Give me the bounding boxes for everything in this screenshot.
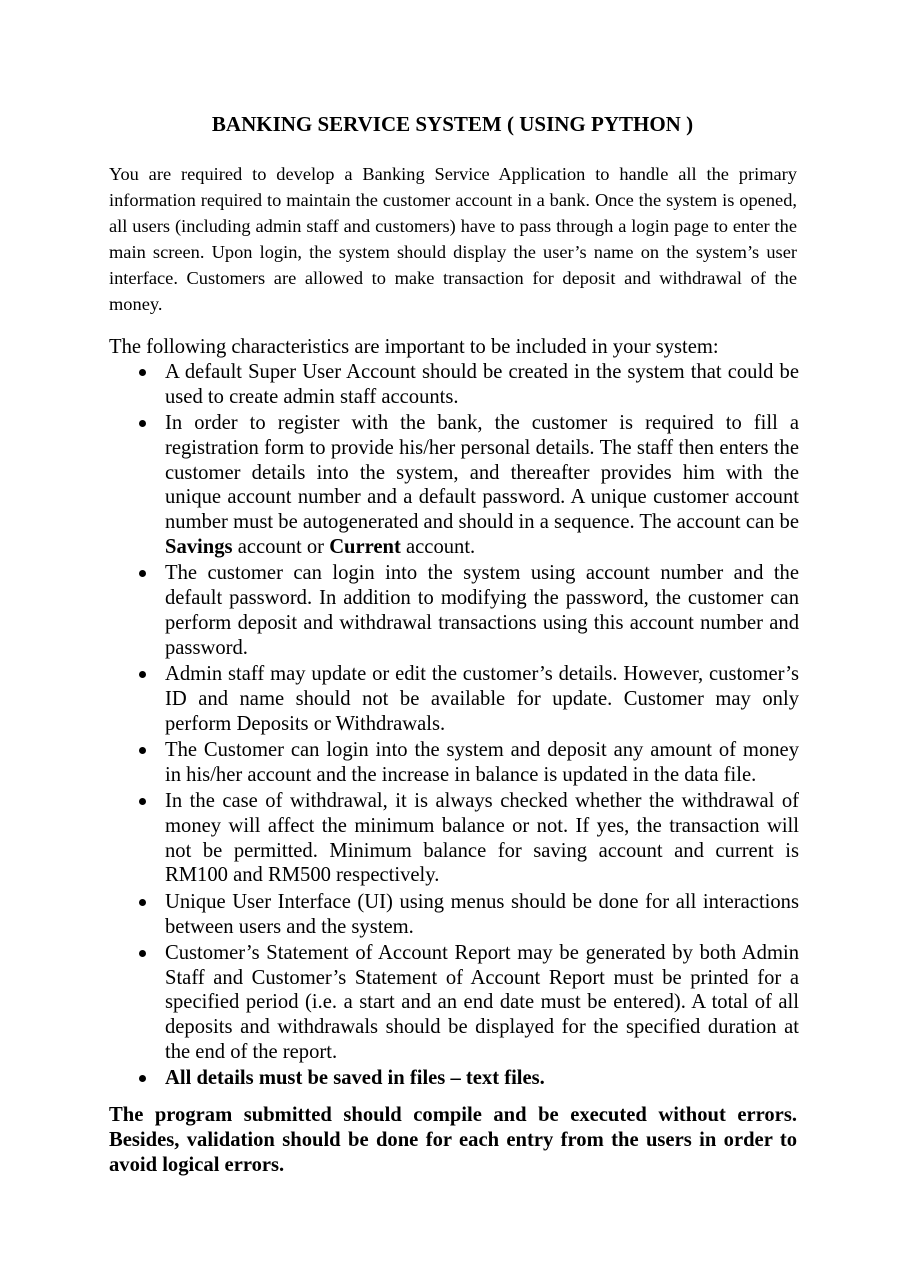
bullet-icon	[139, 420, 146, 427]
list-item	[109, 1066, 799, 1091]
list-item	[109, 789, 799, 888]
intro-paragraph: You are required to develop a Banking Service Application to handle all the primary information required to maintain the customer account in a bank. Once the system is opened, all users (including admin staff and customers) have to pass through a login page to enter the main screen. Upon login, the system should display the user’s name on the system’s user interface. Customers are allowed to make transaction for deposit and withdrawal of the money.	[109, 164, 797, 314]
list-item	[109, 941, 799, 1065]
list-item-text: The customer can login into the system using account number and the default password. In addition to modifying the password, the customer can perform deposit and withdrawal transactions using this account number and password.	[165, 562, 799, 659]
list-item	[109, 411, 799, 560]
bullet-icon	[139, 950, 146, 957]
characteristics-list	[109, 360, 799, 1093]
page-title: BANKING SERVICE SYSTEM ( USING PYTHON )	[211, 112, 694, 136]
bullet-icon	[139, 1075, 146, 1082]
list-item	[109, 890, 799, 940]
list-item-text-part: account or	[232, 536, 330, 559]
closing-paragraph: The program submitted should compile and be executed without errors. Besides, validation should be done for each entry from the users in order to avoid logical errors.	[109, 1104, 797, 1176]
list-item	[109, 360, 799, 410]
bullet-icon	[139, 570, 146, 577]
bullet-icon	[139, 747, 146, 754]
bullet-icon	[139, 899, 146, 906]
list-item	[109, 662, 799, 736]
bullet-icon	[139, 798, 146, 805]
bullet-icon	[139, 369, 146, 376]
list-item-text: Unique User Interface (UI) using menus should be done for all interactions between users and the system.	[165, 890, 799, 938]
characteristics-lead: The following characteristics are important to be included in your system:	[109, 336, 719, 358]
savings-account-label: Savings	[165, 536, 233, 559]
list-item-text: All details must be saved in files – text files.	[165, 1067, 545, 1090]
list-item-text: A default Super User Account should be created in the system that could be used to create admin staff accounts.	[165, 361, 799, 408]
current-account-label: Current	[329, 536, 401, 559]
list-item-text: Customer’s Statement of Account Report may be generated by both Admin Staff and Customer’s Statement of Account Report must be printed for a specified period (i.e. a start and an end date must be entered). A total of all deposits and withdrawals should be displayed for the specified duration at the end of the report.	[165, 941, 799, 1064]
list-item-text-part: account.	[400, 536, 476, 559]
list-item-text-part: In order to register with the bank, the customer is required to fill a registration form to provide his/her personal details. The staff then enters the customer details into the system, and thereafter provides him with the unique account number and a default password. A unique customer account number must be autogenerated and should in a sequence. The account can be	[165, 412, 799, 534]
list-item	[109, 561, 799, 660]
list-item-text: The Customer can login into the system and deposit any amount of money in his/her account and the increase in balance is updated in the data file.	[165, 738, 799, 786]
list-item-text: Admin staff may update or edit the customer’s details. However, customer’s ID and name should not be available for update. Customer may only perform Deposits or Withdrawals.	[165, 663, 799, 735]
list-item	[109, 738, 799, 788]
list-item-text: In the case of withdrawal, it is always checked whether the withdrawal of money will affect the minimum balance or not. If yes, the transaction will not be permitted. Minimum balance for saving account and current is RM100 and RM500 respectively.	[165, 790, 799, 887]
bullet-icon	[139, 671, 146, 678]
